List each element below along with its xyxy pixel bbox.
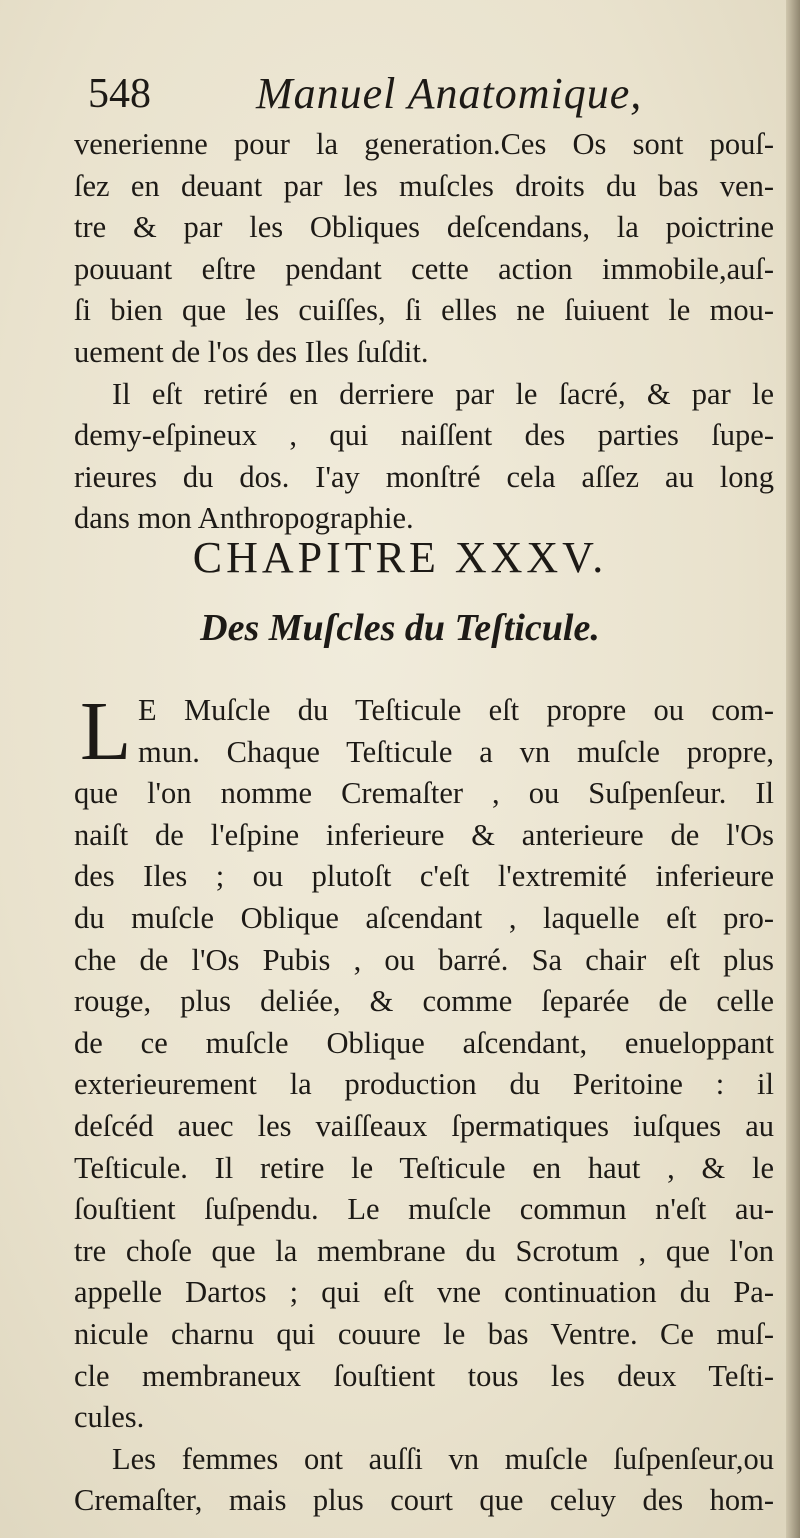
text-line: deſcéd auec les vaiſſeaux ſpermatiques iuſques au	[74, 1108, 774, 1143]
text-line: naiſt de l'eſpine inferieure & anterieure de l'Os	[74, 817, 774, 852]
text-line: nicule charnu qui couure le bas Ventre. Ce muſ-	[74, 1316, 774, 1351]
text-line: pouuant eſtre pendant cette action immobile,auſ-	[74, 251, 774, 286]
text-line: rouge, plus deliée, & comme ſeparée de celle	[74, 984, 774, 1019]
text-block-top	[74, 124, 774, 540]
text-line: ſi bien que les cuiſſes, ſi elles ne ſuiuent le mou-	[74, 293, 774, 328]
text-line: des Iles ; ou plutoſt c'eſt l'extremité inferieure	[74, 859, 774, 894]
text-line: dans mon Anthropographie.	[74, 501, 414, 536]
page-number: 548	[88, 71, 151, 117]
text-line: cules.	[74, 1400, 145, 1435]
text-line: de ce muſcle Oblique aſcendant, enueloppant	[74, 1025, 774, 1060]
text-line: Il eſt retiré en derriere par le ſacré, & par le	[112, 376, 774, 411]
text-line: tre choſe que la membrane du Scrotum , que l'on	[74, 1233, 774, 1268]
text-line: Les femmes ont auſſi vn muſcle ſuſpenſeur,ou	[112, 1441, 774, 1476]
text-line: que l'on nomme Cremaſter , ou Suſpenſeur. Il	[74, 776, 774, 811]
text-line: che de l'Os Pubis , ou barré. Sa chair eſt plus	[74, 942, 774, 977]
text-line: appelle Dartos ; qui eſt vne continuation du Pa-	[74, 1275, 774, 1310]
page-edge-shadow	[786, 0, 800, 1538]
text-line-content: E Muſcle du Teſticule eſt propre ou com-	[138, 693, 774, 727]
chapter-subtitle: Des Muſcles du Teſticule.	[200, 607, 600, 649]
chapter-heading: CHAPITRE XXXV.	[192, 533, 608, 582]
text-line: mun. Chaque Teſticule a vn muſcle propre,	[138, 734, 774, 769]
text-line: rieures du dos. I'ay monſtré cela aſſez au long	[74, 459, 774, 494]
running-title: Manuel Anatomique,	[256, 69, 643, 118]
text-line: venerienne pour la generation.Ces Os sont pouſ-	[74, 127, 774, 161]
text-line: cle membraneux ſouſtient tous les deux Teſti-	[74, 1358, 774, 1393]
text-line: exterieurement la production du Peritoine : il	[74, 1067, 774, 1102]
drop-cap: L	[80, 685, 132, 778]
text-line: uement de l'os des Iles ſuſdit.	[74, 334, 429, 369]
text-block-bottom	[74, 685, 774, 1522]
text-line: Cremaſter, mais plus court que celuy des hom-	[74, 1483, 774, 1518]
text-line: ſez en deuant par les muſcles droits du bas ven-	[74, 168, 774, 203]
page-header	[88, 66, 708, 126]
text-line: ſouſtient ſuſpendu. Le muſcle commun n'eſt au-	[74, 1192, 774, 1227]
text-line: demy-eſpineux , qui naiſſent des parties ſupe-	[74, 418, 774, 453]
text-line: du muſcle Oblique aſcendant , laquelle eſt pro-	[74, 900, 774, 935]
text-line: Teſticule. Il retire le Teſticule en haut , & le	[74, 1150, 774, 1185]
text-line: tre & par les Obliques deſcendans, la poictrine	[74, 210, 774, 245]
